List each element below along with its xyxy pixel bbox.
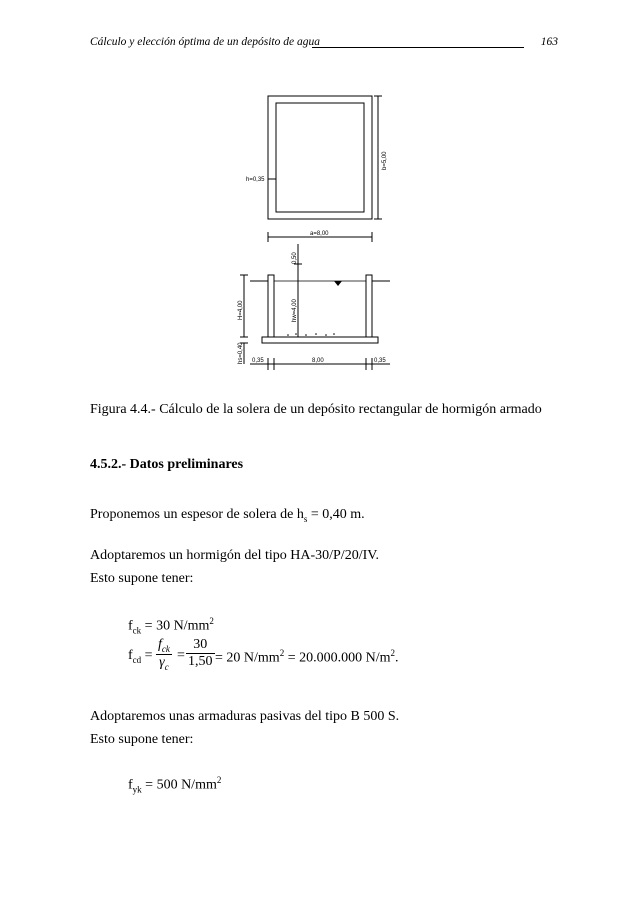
equation-fyk: $f_{yk} = 500$ $N/mm^2$ xyxy=(128,775,222,795)
plan-outer-wall xyxy=(268,96,372,219)
section-right-wall xyxy=(366,275,372,337)
bottom-left-label: 0,35 xyxy=(252,358,264,364)
document-page: Cálculo y elección óptima de un depósito de agua 163 h=0,35 b=5,00 a=8,00 0,50 H=4,00 hw=4,00 hs=0,40 0,35 8,00 0,35 Figura 4.4.- Cálculo de la solera de un depósito rectangular de hormigón armado 4.5.2.- Datos preliminares Proponemos un espesor de solera de $h_s = 0,40$ m. Adoptaremos un hormigón del tipo HA-30/P/20/IV. Esto supone tener: $f_{ck} = 30$ $N/mm^2$ $f_{cd}$ = $f_{ck}$ $\gamma_c$ = $\frac{30}{1,50}$ = 20 $N/mm^2 = 20.000.000$ $N/m^2$. Adoptaremos unas armaduras pasivas del tipo B 500 S. Esto supone tener: $f_{yk} = 500$ $N/mm^2$ xyxy=(90,36,558,795)
paragraph-thickness: Proponemos un espesor de solera de $h_s = 0,40$ m. xyxy=(90,507,365,524)
paragraph-supone-1: Esto supone tener: xyxy=(90,571,194,586)
section-heading: 4.5.2.- Datos preliminares xyxy=(90,457,244,472)
paragraph-supone-2: Esto supone tener: xyxy=(90,732,194,747)
water-height-label: hw=4,00 xyxy=(292,299,298,322)
header-title: Cálculo y elección óptima de un depósito de agua xyxy=(90,36,320,48)
paragraph-steel: Adoptaremos unas armaduras pasivas del tipo B 500 S. xyxy=(90,709,400,724)
bottom-right-label: 0,35 xyxy=(374,358,386,364)
header-rule xyxy=(312,47,524,48)
plan-thickness-label: h=0,35 xyxy=(246,177,265,183)
bottom-span-label: 8,00 xyxy=(312,358,324,364)
section-left-wall xyxy=(268,275,274,337)
plan-length-label: a=8,00 xyxy=(310,231,329,237)
figure-caption: Figura 4.4.- Cálculo de la solera de un depósito rectangular de hormigón armado xyxy=(90,402,542,417)
slab-thickness-label: hs=0,40 xyxy=(238,342,244,364)
freeboard-label: 0,50 xyxy=(292,252,298,264)
wall-height-label: H=4,00 xyxy=(238,300,244,320)
tank-figure xyxy=(230,92,400,377)
page-number: 163 xyxy=(540,36,558,48)
fraction-30-150: $\frac{30}{1,50}$ xyxy=(188,637,213,669)
paragraph-concrete: Adoptaremos un hormigón del tipo HA-30/P/20/IV. xyxy=(90,548,380,563)
fraction-fck-gamma: $f_{ck}$ $\gamma_c$ xyxy=(158,637,170,672)
section-slab xyxy=(262,337,378,343)
plan-inner-wall xyxy=(276,103,364,212)
equation-fck: $f_{ck} = 30$ $N/mm^2$ xyxy=(128,616,214,636)
plan-width-label: b=5,00 xyxy=(382,151,388,170)
water-level-icon xyxy=(334,281,342,286)
tank-drawing xyxy=(230,92,400,377)
